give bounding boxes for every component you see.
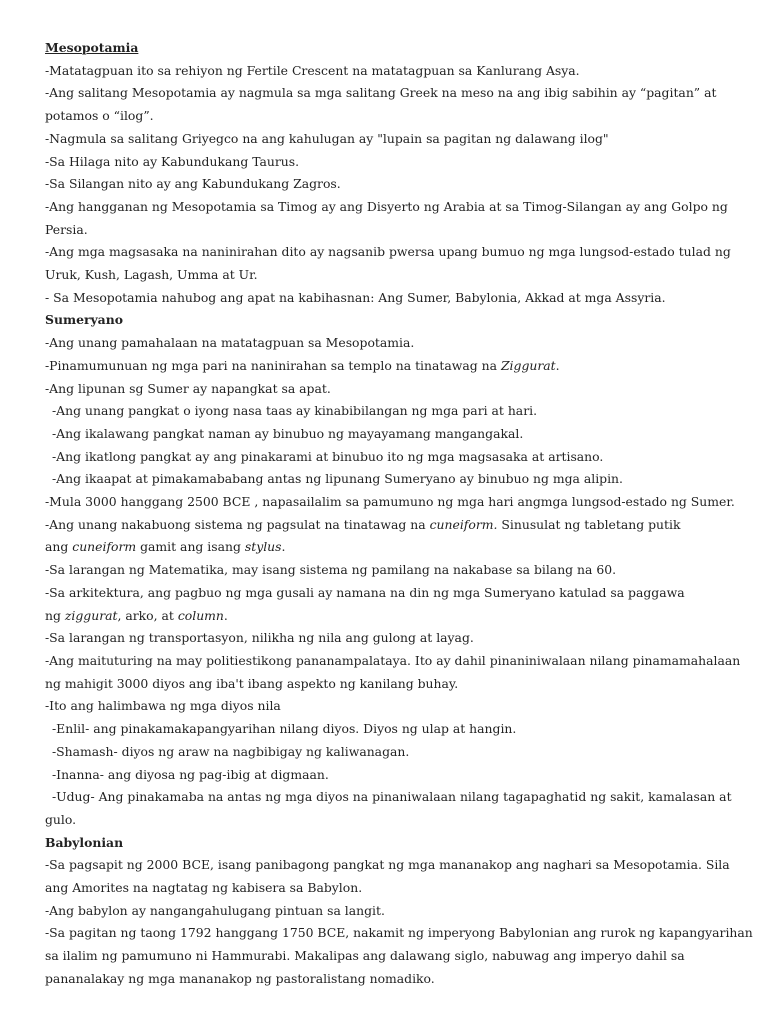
text-line-indented: -Shamash- diyos ng araw na nagbibigay ng kaliwanagan. [52,743,410,759]
text-line [45,355,735,378]
italic-term: ziggurat [64,607,118,623]
text-run: Sinusulat ng tabletang putik [497,516,681,532]
text-line: -Nagmula sa salitang Griyegco na ang kahulugan ay "lupain sa pagitan ng dalawang ilog" [45,130,609,146]
text-line: sa ilalim ng pamumuno ni Hammurabi. Makalipas ang dalawang siglo, nabuwag ang imperyo dahil sa [45,948,685,964]
text-line: -Sa arkitektura, ang pagbuo ng mga gusali ay namana na din ng mga Sumeryano katulad sa paggawa [45,584,685,600]
text-run: . [555,357,560,373]
text-line: -Sa pagsapit ng 2000 BCE, isang panibagong pangkat ng mga mananakop ang naghari sa Mesopotamia. Sila [45,857,730,873]
italic-term: Ziggurat [500,357,556,373]
document-page [45,37,753,991]
text-run: , arko, at [117,607,178,623]
text-run: . [281,539,286,555]
text-run: ng [45,607,65,623]
text-run: . [223,607,228,623]
text-line: -Ang maituturing na may politiestikong pananampalataya. Ito ay dahil pinaniniwalaan nilang pinamamahalaan [45,652,741,668]
text-line: ng mahigit 3000 diyos ang iba't ibang aspekto ng kanilang buhay. [45,675,459,691]
text-run: -Pinamumunuan ng mga pari na naninirahan sa templo na tinatawag na [45,357,501,373]
text-line: -Sa pagitan ng taong 1792 hanggang 1750 BCE, nakamit ng imperyong Babylonian ang rurok ng kapangyarihan [45,925,753,941]
text-line [45,605,735,628]
text-line-indented: -Inanna- ang diyosa ng pag-ibig at digmaan. [52,766,329,782]
text-line: pananalakay ng mga mananakop ng pastoralistang nomadiko. [45,970,435,986]
text-line: -Sa Hilaga nito ay Kabundukang Taurus. [45,153,300,169]
text-line [45,514,735,537]
text-line-indented: -Ang ikalawang pangkat naman ay binubuo ng mayayamang mangangakal. [52,425,524,441]
text-line: Uruk, Kush, Lagash, Umma at Ur. [45,267,258,283]
italic-term: column [177,607,224,623]
text-line-indented: -Udug- Ang pinakamaba na antas ng mga diyos na pinaniwalaan nilang tagapaghatid ng sakit, kamalasan at [52,789,732,805]
text-line-indented: -Enlil- ang pinakamakapangyarihan nilang diyos. Diyos ng ulap at hangin. [52,721,517,737]
text-line: potamos o “ilog”. [45,108,154,124]
italic-term: cuneiform [72,539,137,555]
text-line: ang Amorites na nagtatag ng kabisera sa Babylon. [45,880,363,896]
text-line: -Ang babylon ay nangangahulugang pintuan sa langit. [45,902,385,918]
text-line: gulo. [45,811,77,827]
text-line: -Sa larangan ng transportasyon, nilikha ng nila ang gulong at layag. [45,630,474,646]
heading-sumeryano: Sumeryano [45,312,123,328]
text-line: -Ang hangganan ng Mesopotamia sa Timog ay ang Disyerto ng Arabia at sa Timog-Silangan ay ang Golpo ng [45,198,728,214]
text-line [45,536,735,559]
text-line: -Sa Silangan nito ay ang Kabundukang Zagros. [45,176,341,192]
italic-term: cuneiform. [429,516,498,532]
heading-mesopotamia: Mesopotamia [45,40,139,55]
text-line: -Ang mga magsasaka na naninirahan dito ay nagsanib pwersa upang bumuo ng mga lungsod-estado tulad ng [45,244,731,260]
text-line: - Sa Mesopotamia nahubog ang apat na kabihasnan: Ang Sumer, Babylonia, Akkad at mga Assyria. [45,289,666,305]
text-line: -Ito ang halimbawa ng mga diyos nila [45,698,281,714]
heading-babylonian: Babylonian [45,834,124,850]
text-line-indented: -Ang ikaapat at pimakamababang antas ng lipunang Sumeryano ay binubuo ng mga alipin. [52,471,623,487]
text-line: -Matatagpuan ito sa rehiyon ng Fertile Crescent na matatagpuan sa Kanlurang Asya. [45,62,580,78]
text-line-indented: -Ang ikatlong pangkat ay ang pinakarami at binubuo ito ng mga magsasaka at artisano. [52,448,604,464]
text-line: -Ang salitang Mesopotamia ay nagmula sa mga salitang Greek na meso na ang ibig sabihin ay “pagitan” at [45,85,717,101]
text-line: -Ang lipunan sg Sumer ay napangkat sa apat. [45,380,331,396]
italic-term: stylus [244,539,282,555]
text-line: Persia. [45,221,88,237]
text-run: gamit ang isang [136,539,245,555]
text-line: -Mula 3000 hanggang 2500 BCE , napasailalim sa pamumuno ng mga hari angmga lungsod-estado ng Sumer. [45,494,735,510]
text-run: -Ang unang nakabuong sistema ng pagsulat na tinatawag na [45,516,430,532]
text-line: -Sa larangan ng Matematika, may isang sistema ng pamilang na nakabase sa bilang na 60. [45,562,617,578]
text-line: -Ang unang pamahalaan na matatagpuan sa Mesopotamia. [45,335,415,351]
text-line-indented: -Ang unang pangkat o iyong nasa taas ay kinabibilangan ng mga pari at hari. [52,403,538,419]
text-run: ang [45,539,73,555]
